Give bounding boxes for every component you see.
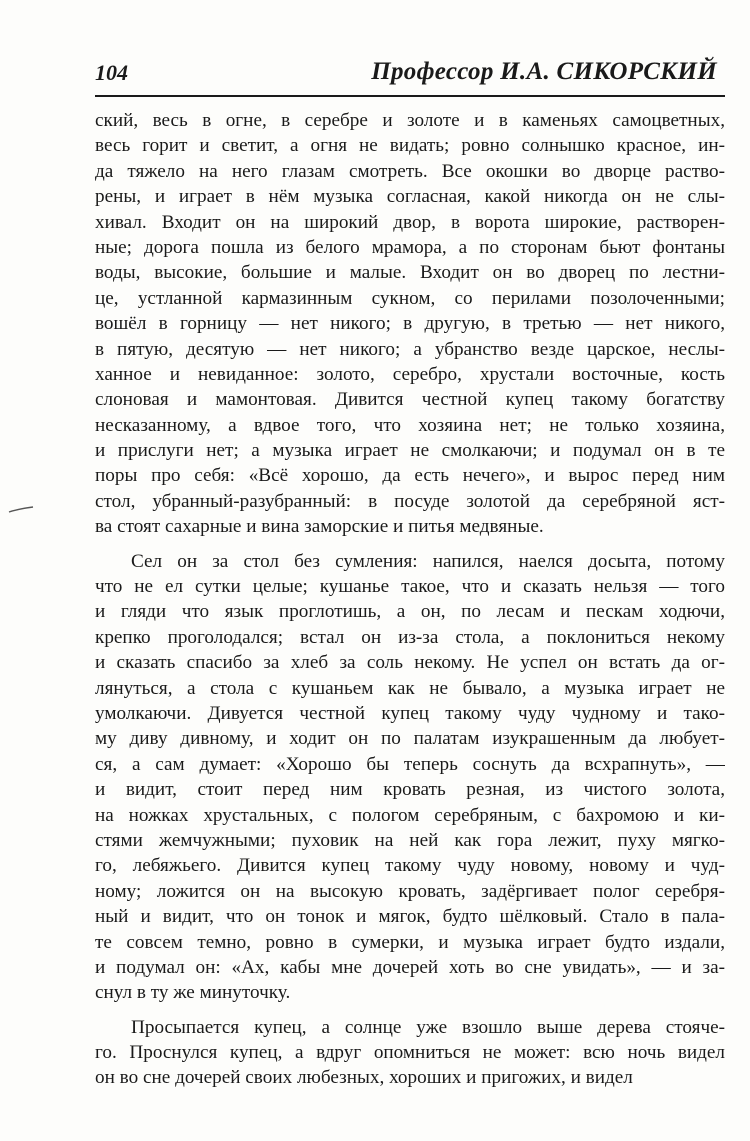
text-line: стол, убранный-разубранный: в посуде золотой да серебряной яст- [95, 490, 725, 512]
page-number: 104 [95, 60, 128, 85]
paragraph-gap [95, 1006, 725, 1015]
text-line: Просыпается купец, а солнце уже взошло выше дерева стояче- [131, 1016, 725, 1038]
paragraph [95, 108, 725, 540]
paragraph [95, 549, 725, 1006]
text-line: хивал. Входит он на широкий двор, в ворота широкие, растворен- [95, 211, 725, 233]
text-line: ва стоят сахарные и вина заморские и питья медвяные. [95, 516, 544, 538]
text-line: на ножках хрустальных, с пологом серебряным, с бахромою и ки- [95, 804, 725, 826]
header-rule [95, 95, 725, 97]
running-title: Профессор И.А. СИКОРСКИЙ [371, 58, 717, 85]
paragraph-gap [95, 540, 725, 549]
text-line: ханное и невиданное: золото, серебро, хрустали восточные, кость [95, 363, 725, 385]
text-line: це, устланной кармазинным сукном, со перилами позолоченными; [95, 287, 725, 309]
body-text [95, 108, 725, 1091]
text-line: поры про себя: «Всё хорошо, да есть нечего», и вырос перед ним [95, 465, 725, 487]
text-line: что не ел сутки целые; кушанье такое, что и сказать нельзя — того [95, 576, 725, 598]
text-line: слоновая и мамонтовая. Дивится честной купец такому богатству [95, 389, 725, 411]
text-line: весь горит и светит, а огня не видать; ровно солнышко красное, ин- [95, 135, 725, 157]
text-line: и сказать спасибо за хлеб за соль некому. Не успел он встать да ог- [95, 652, 725, 674]
text-line: он во сне дочерей своих любезных, хороших и пригожих, и видел [95, 1067, 633, 1089]
text-line: стями жемчужными; пуховик на ней как гора лежит, пуху мягко- [95, 829, 725, 851]
text-line: Сел он за стол без сумления: напился, наелся досыта, потому [131, 550, 725, 572]
text-line: рены, и играет в нём музыка согласная, какой никогда он не слы- [95, 186, 725, 208]
text-line: да тяжело на него глазам смотреть. Все окошки во дворце раство- [95, 160, 725, 182]
text-line: и подумал он: «Ах, кабы мне дочерей хоть во сне увидать», — и за- [95, 956, 725, 978]
text-line: снул в ту же минуточку. [95, 982, 291, 1004]
text-line: и гляди что язык проглотишь, а он, по лесам и пескам ходючи, [95, 601, 725, 623]
text-line: лянуться, а стола с кушаньем как не бывало, а музыка играет не [95, 677, 725, 699]
text-line: и видит, стоит перед ним кровать резная, из чистого золота, [95, 779, 725, 801]
text-line: ский, весь в огне, в серебре и золоте и в каменьях самоцветных, [95, 110, 725, 131]
text-line: ному; ложится он на высокую кровать, задёргивает полог серебря- [95, 880, 725, 902]
text-line: в пятую, десятую — нет никого; а убранство везде царское, неслы- [95, 338, 725, 360]
text-line: го. Проснулся купец, а вдруг опомниться не может: всю ночь видел [95, 1042, 725, 1064]
text-line: те совсем темно, ровно в сумерки, и музыка играет будто издали, [95, 931, 725, 953]
text-line: ся, а сам думает: «Хорошо бы теперь соснуть да всхрапнуть», — [95, 753, 725, 775]
text-line: ные; дорога пошла из белого мрамора, а по сторонам бьют фонтаны [95, 236, 725, 258]
paragraph [95, 1015, 725, 1091]
text-line: вошёл в горницу — нет никого; в другую, в третью — нет никого, [95, 313, 725, 335]
text-line: ный и видит, что он тонок и мягок, будто шёлковый. Стало в пала- [95, 906, 725, 928]
page-header [95, 58, 725, 94]
text-line: несказанному, а вдвое того, что хозяина нет; не только хозяина, [95, 414, 725, 436]
text-line: воды, высокие, большие и малые. Входит он во дворец по лестни- [95, 262, 725, 284]
margin-pencil-mark [8, 505, 34, 515]
text-line: и прислуги нет; а музыка играет не смолкаючи; и подумал он в те [95, 440, 725, 462]
text-line: му диву дивному, и ходит он по палатам изукрашенным да любует- [95, 728, 725, 750]
text-line: го, лебяжьего. Дивится купец такому чуду новому, новому и чуд- [95, 855, 725, 877]
text-line: крепко проголодался; встал он из-за стола, а поклониться некому [95, 626, 725, 648]
text-line: умолкаючи. Дивуется честной купец такому чуду чудному и тако- [95, 702, 725, 724]
